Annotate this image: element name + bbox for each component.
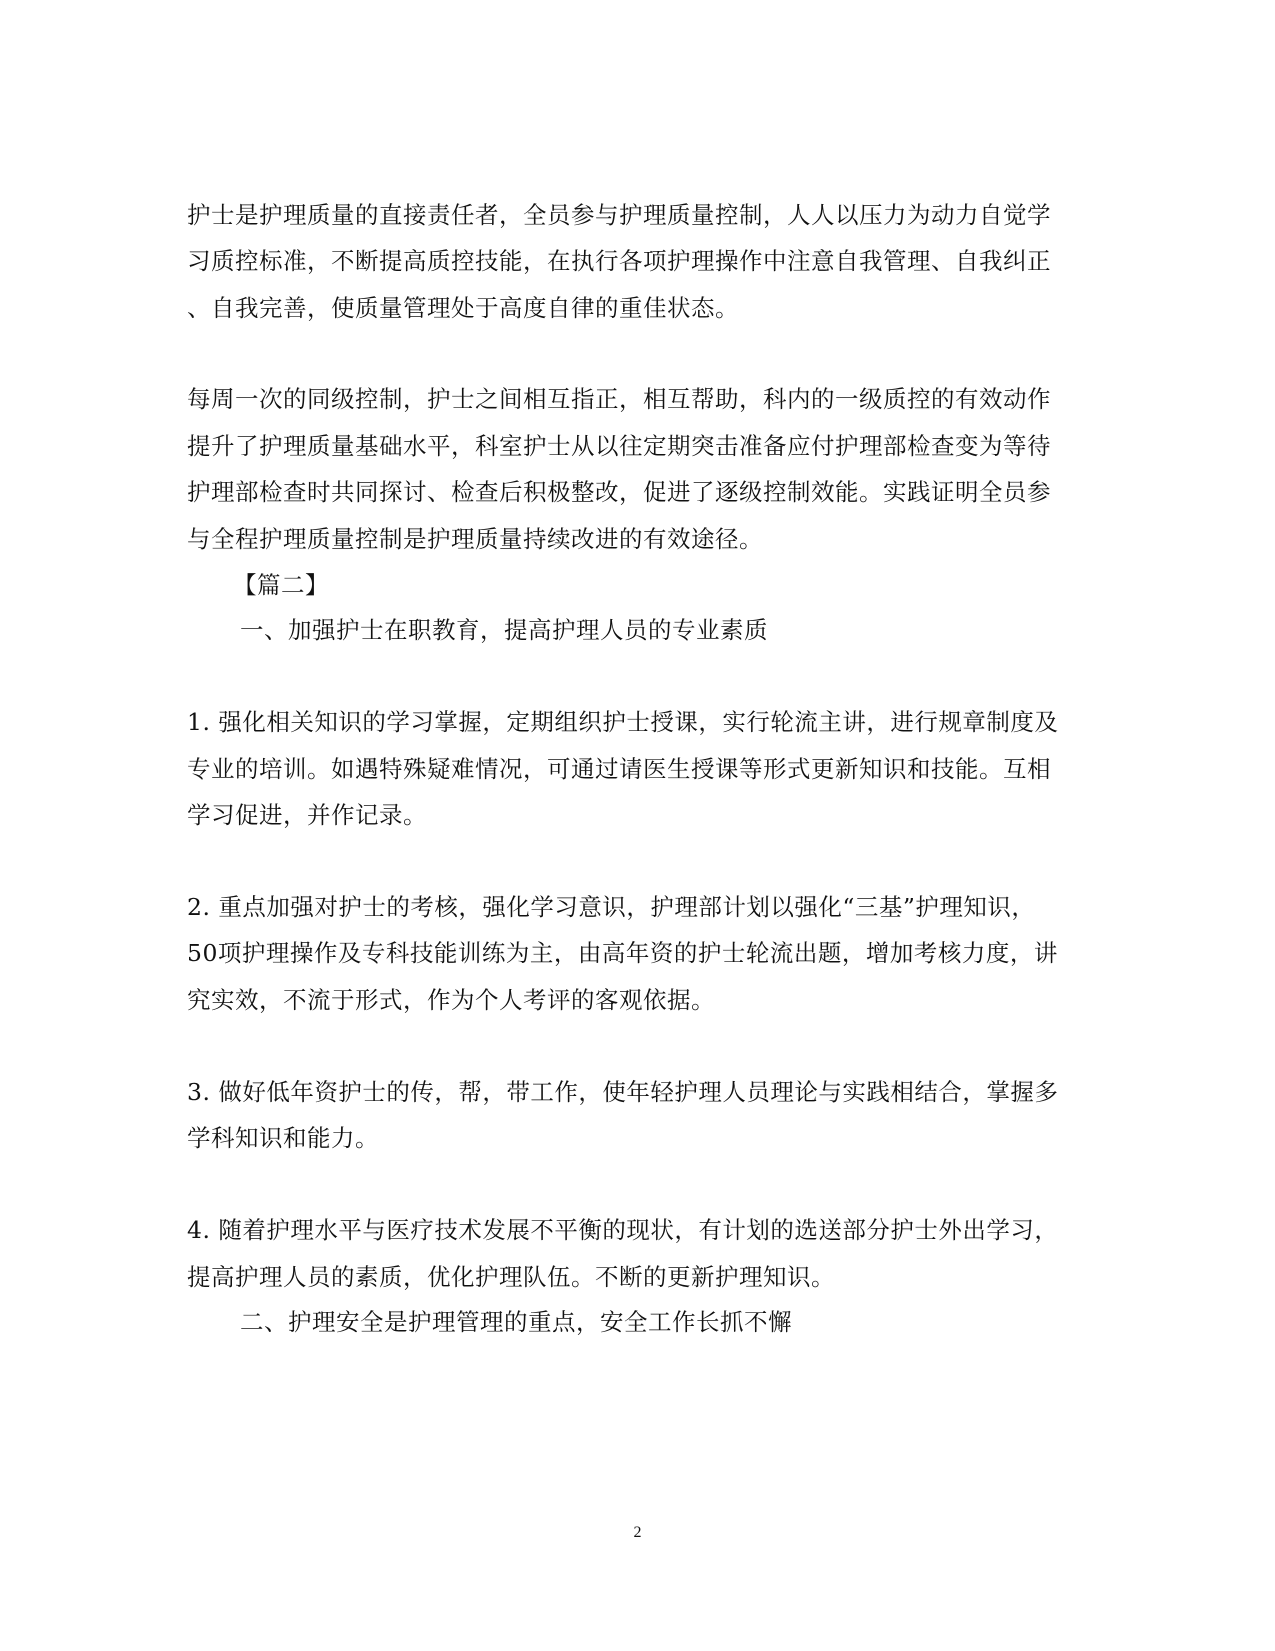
paragraph-1-line-3: 、自我完善，使质量管理处于高度自律的重佳状态。 — [187, 294, 739, 322]
item-1-line-2: 专业的培训。如遇特殊疑难情况，可通过请医生授课等形式更新知识和技能。互相 — [187, 755, 1051, 783]
paragraph-2-line-2: 提升了护理质量基础水平，科室护士从以往定期突击准备应付护理部检查变为等待 — [187, 432, 1051, 460]
item-2-line-1: 2. 重点加强对护士的考核，强化学习意识，护理部计划以强化“三基”护理知识， — [187, 893, 1036, 921]
item-4-line-2: 提高护理人员的素质，优化护理队伍。不断的更新护理知识。 — [187, 1263, 835, 1291]
item-3-line-2: 学科知识和能力。 — [187, 1124, 379, 1152]
item-1-line-3: 学习促进，并作记录。 — [187, 801, 427, 829]
paragraph-1-line-2: 习质控标准，不断提高质控技能，在执行各项护理操作中注意自我管理、自我纠正 — [187, 247, 1051, 275]
paragraph-2-line-4: 与全程护理质量控制是护理质量持续改进的有效途径。 — [187, 525, 763, 553]
page-number: 2 — [633, 1524, 642, 1541]
item-3-line-1: 3. 做好低年资护士的传，帮，带工作，使年轻护理人员理论与实践相结合，掌握多 — [187, 1078, 1059, 1106]
heading-2: 二、护理安全是护理管理的重点，安全工作长抓不懈 — [240, 1308, 792, 1336]
item-4-line-1: 4. 随着护理水平与医疗技术发展不平衡的现状，有计划的选送部分护士外出学习， — [187, 1216, 1059, 1244]
item-2-line-3: 究实效，不流于形式，作为个人考评的客观依据。 — [187, 986, 715, 1014]
section-title: 【篇二】 — [233, 571, 329, 599]
item-2-line-2: 50项护理操作及专科技能训练为主，由高年资的护士轮流出题，增加考核力度，讲 — [187, 939, 1058, 967]
paragraph-1-line-1: 护士是护理质量的直接责任者，全员参与护理质量控制，人人以压力为动力自觉学 — [187, 201, 1051, 229]
paragraph-2-line-1: 每周一次的同级控制，护士之间相互指正，相互帮助，科内的一级质控的有效动作 — [187, 385, 1051, 413]
item-1-line-1: 1. 强化相关知识的学习掌握，定期组织护士授课，实行轮流主讲，进行规章制度及 — [187, 708, 1059, 736]
paragraph-2-line-3: 护理部检查时共同探讨、检查后积极整改，促进了逐级控制效能。实践证明全员参 — [187, 478, 1051, 506]
heading-1: 一、加强护士在职教育，提高护理人员的专业素质 — [240, 616, 768, 644]
